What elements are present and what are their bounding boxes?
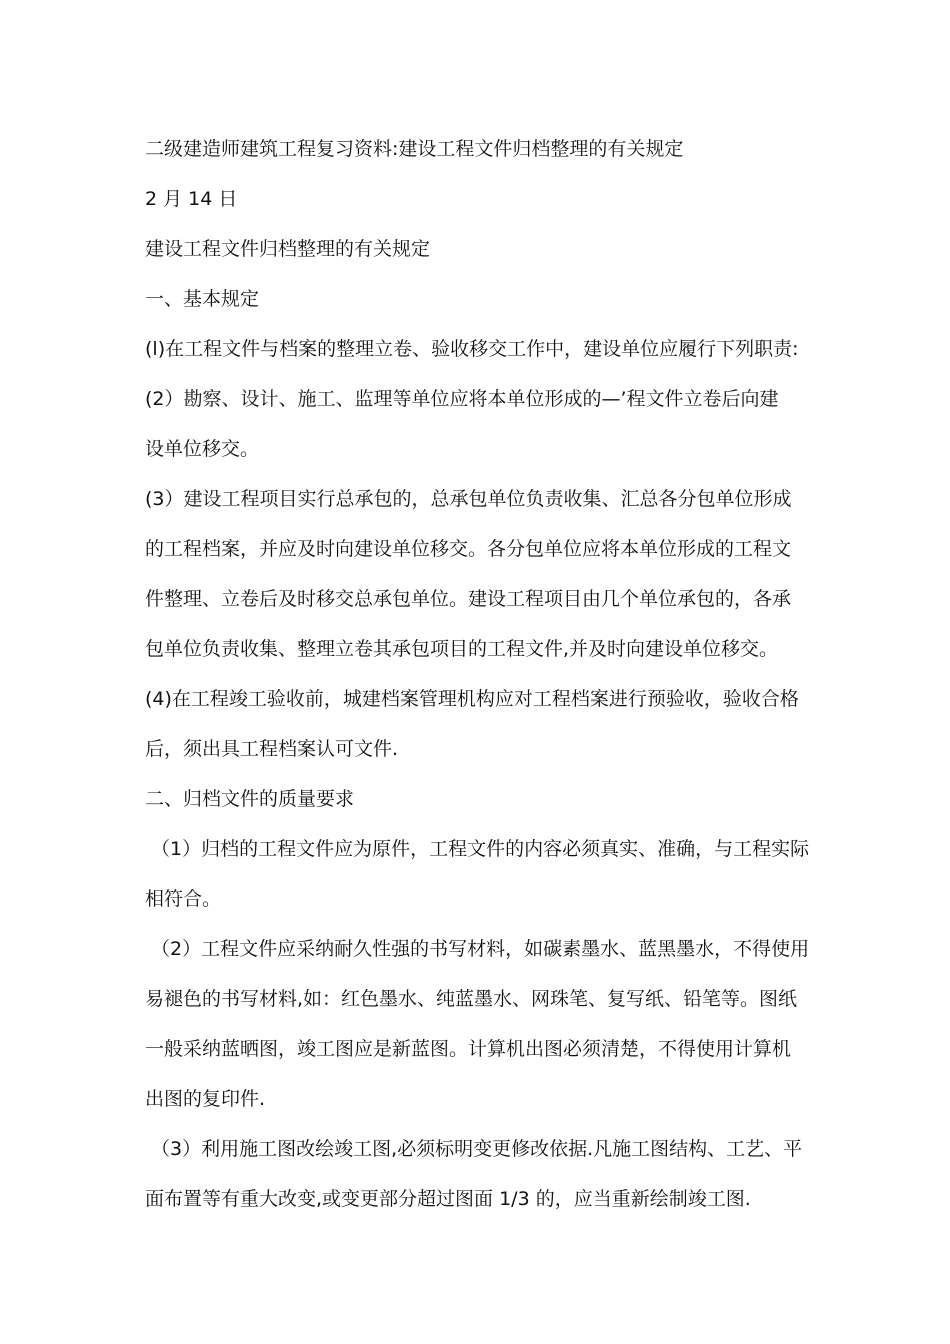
section-heading: 建设工程文件归档整理的有关规定	[145, 238, 431, 260]
subsection-heading-quality-requirements: 二、归档文件的质量要求	[145, 788, 355, 810]
subsection-heading-basic-rules: 一、基本规定	[145, 288, 260, 310]
paragraph-line: 的工程档案，并应及时向建设单位移交。各分包单位应将本单位形成的工程文	[145, 538, 792, 560]
paragraph-line: 包单位负责收集、整理立卷其承包项目的工程文件,并及时向建设单位移交。	[145, 638, 779, 660]
paragraph-line: 一般采纳蓝晒图，竣工图应是新蓝图。计算机出图必须清楚，不得使用计算机	[145, 1038, 792, 1060]
paragraph-line: 设单位移交。	[145, 438, 260, 460]
paragraph-line: (2）勘察、设计、施工、监理等单位应将本单位形成的—’程文件立卷后向建	[145, 388, 779, 410]
paragraph-line: 出图的复印件.	[145, 1088, 266, 1110]
paragraph-line: （3）利用施工图改绘竣工图,必须标明变更修改依据.凡施工图结构、工艺、平	[151, 1138, 803, 1160]
paragraph-line: 面布置等有重大改变,或变更部分超过图面 1/3 的，应当重新绘制竣工图.	[145, 1188, 751, 1210]
document-title: 二级建造师建筑工程复习资料:建设工程文件归档整理的有关规定	[145, 138, 684, 160]
paragraph-line: 件整理、立卷后及时移交总承包单位。建设工程项目由几个单位承包的，各承	[145, 588, 792, 610]
paragraph-line: (l)在工程文件与档案的整理立卷、验收移交工作中，建设单位应履行下列职责:	[145, 338, 799, 360]
document-body	[145, 124, 810, 1224]
paragraph-line: 后，须出具工程档案认可文件.	[145, 738, 399, 760]
paragraph-line: 易褪色的书写材料,如：红色墨水、纯蓝墨水、网珠笔、复写纸、铅笔等。图纸	[145, 988, 798, 1010]
paragraph-line: （2）工程文件应采纳耐久性强的书写材料，如碳素墨水、蓝黑墨水，不得使用	[151, 938, 810, 960]
paragraph-line: 相符合。	[145, 888, 222, 910]
paragraph-line: （1）归档的工程文件应为原件，工程文件的内容必须真实、准确，与工程实际	[151, 838, 810, 860]
paragraph-line: (4)在工程竣工验收前，城建档案管理机构应对工程档案进行预验收，验收合格	[145, 688, 799, 710]
paragraph-line: (3）建设工程项目实行总承包的，总承包单位负责收集、汇总各分包单位形成	[145, 488, 792, 510]
document-date: 2 月 14 日	[145, 188, 238, 210]
